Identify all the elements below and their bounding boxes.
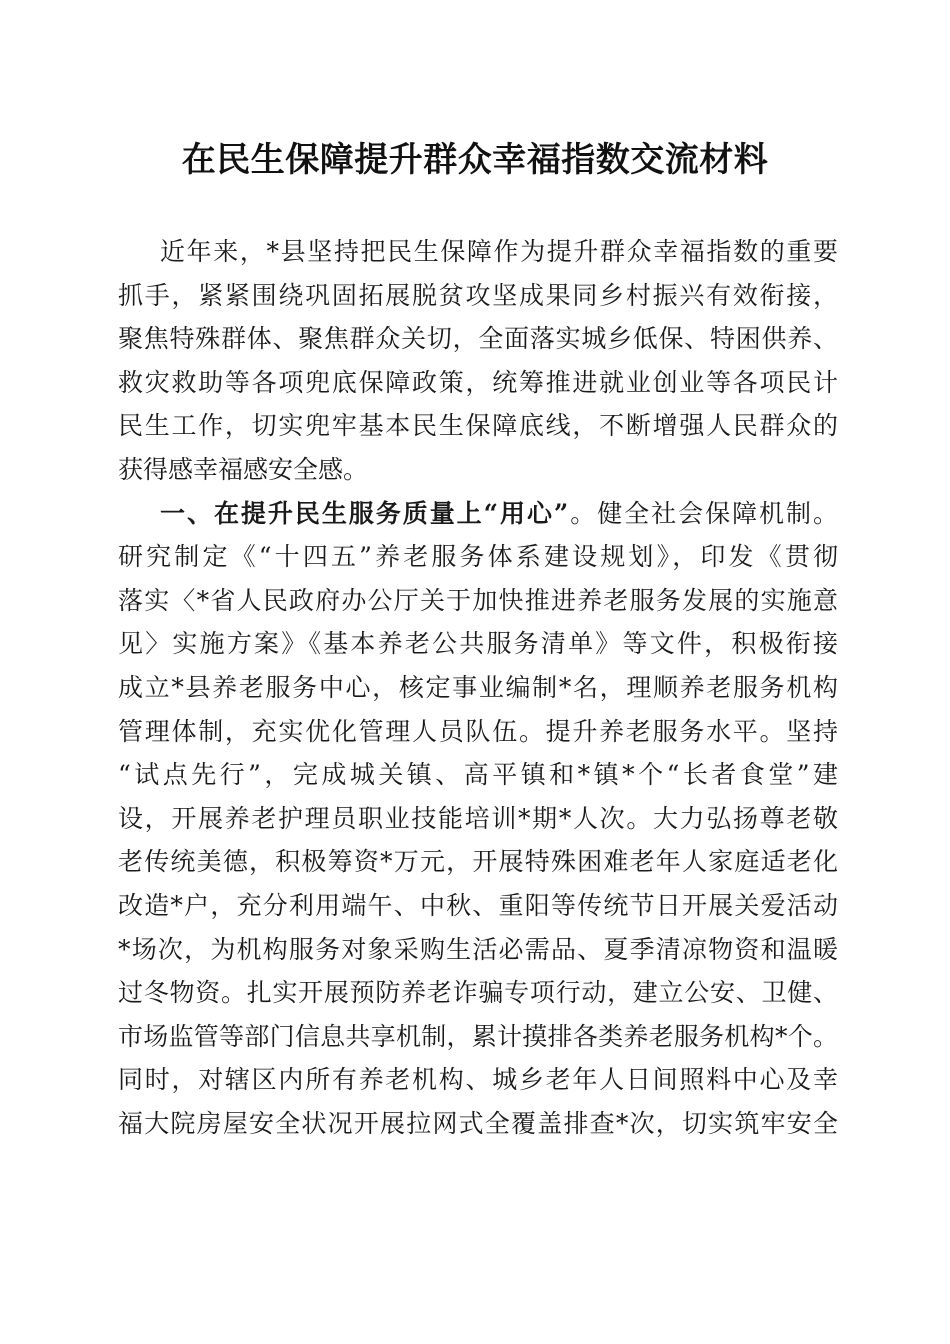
text-line: 管理体制，充实优化管理人员队伍。提升养老服务水平。坚持 [118,716,838,746]
section-heading: 一、在提升民生服务质量上“用心” [160,498,569,528]
text-line: 聚焦特殊群体、聚焦群众关切，全面落实城乡低保、特困供养、 [118,324,838,354]
text-line: 老传统美德，积极筹资*万元，开展特殊困难老年人家庭适老化 [118,847,838,877]
text-line: 过冬物资。扎实开展预防养老诈骗专项行动，建立公安、卫健、 [118,978,838,1008]
text-line: 落实〈*省人民政府办公厅关于加快推进养老服务发展的实施意 [118,585,838,615]
text-line: “试点先行”，完成城关镇、高平镇和*镇*个“长者食堂”建 [118,760,838,790]
text-line: 救灾救助等各项兜底保障政策，统筹推进就业创业等各项民计 [118,367,838,397]
text-line: 福大院房屋安全状况开展拉网式全覆盖排查*次，切实筑牢安全 [118,1108,838,1138]
paragraph-intro [118,230,838,1145]
document-title: 在民生保障提升群众幸福指数交流材料 [181,140,769,180]
text-line: 近年来，*县坚持把民生保障作为提升群众幸福指数的重要 [160,237,838,266]
text-line: 设，开展养老护理员职业技能培训*期*人次。大力弘扬尊老敬 [118,803,838,833]
text-line: 民生工作，切实兜牢基本民生保障底线，不断增强人民群众的 [118,411,838,441]
text-line: 抓手，紧紧围绕巩固拓展脱贫攻坚成果同乡村振兴有效衔接， [118,280,838,310]
text-line: *场次，为机构服务对象采购生活必需品、夏季清凉物资和温暖 [118,934,838,964]
text-line: 改造*户，充分利用端午、中秋、重阳等传统节日开展关爱活动 [118,890,838,920]
text-line: 成立*县养老服务中心，核定事业编制*名，理顺养老服务机构 [118,672,838,702]
text-line: 研究制定《“十四五”养老服务体系建设规划》，印发《贯彻 [118,542,838,572]
section-first-line-text: 。健全社会保障机制。 [568,498,838,528]
text-line: 获得感幸福感安全感。 [118,454,369,484]
section-first-line [118,492,838,536]
text-line: 市场监管等部门信息共享机制，累计摸排各类养老服务机构*个。 [118,1021,838,1051]
text-line: 同时，对辖区内所有养老机构、城乡老年人日间照料中心及幸 [118,1065,838,1095]
text-line: 见〉实施方案》《基本养老公共服务清单》等文件，积极衔接 [118,629,838,659]
